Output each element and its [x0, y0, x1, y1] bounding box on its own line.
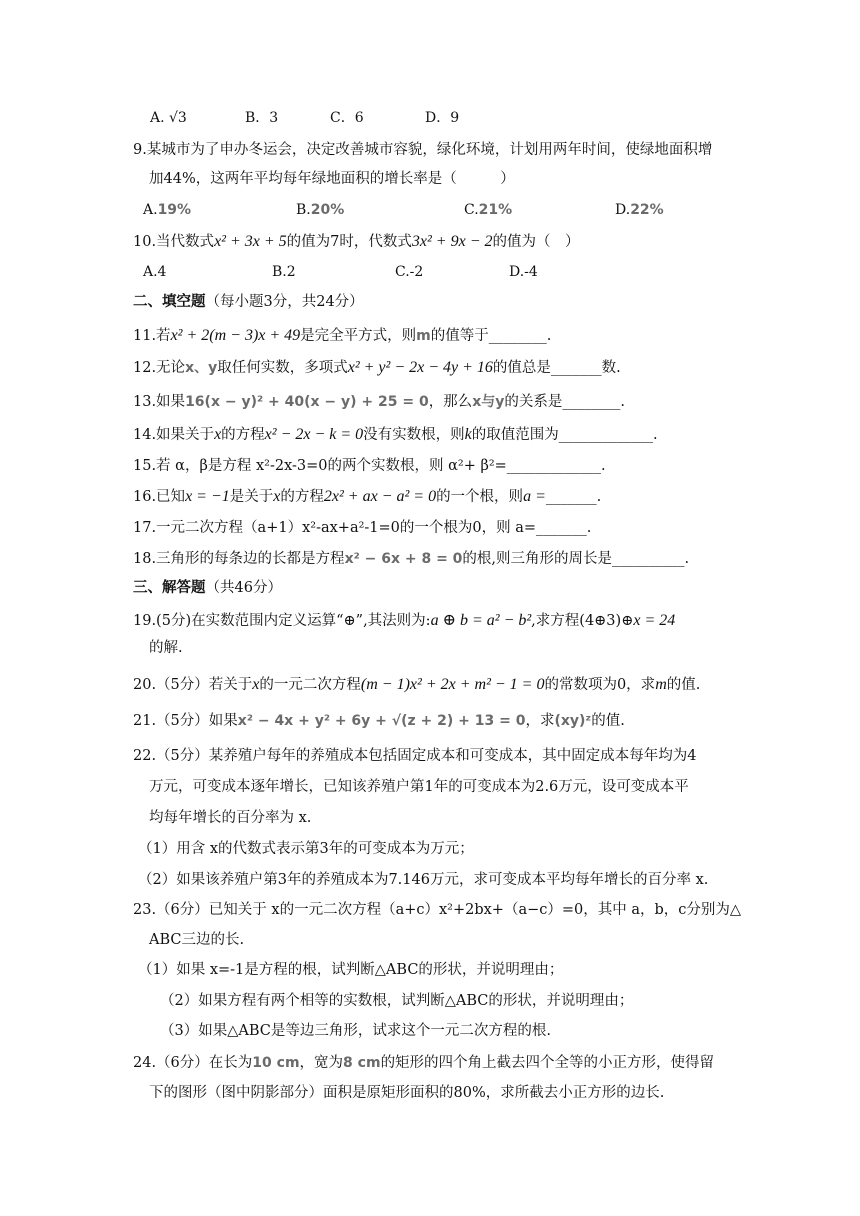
q24-line1: 24.（6分）在长为10 cm，宽为8 cm的矩形的四个角上截去四个全等的小正方形，使得留	[133, 1055, 715, 1071]
q10-option-a: A.4	[143, 264, 167, 280]
q8-option-b: B．3	[245, 110, 279, 126]
q12: 12.无论x、y取任何实数，多项式x² + y² − 2x − 4y + 16的值总是_______数.	[133, 359, 621, 376]
q10-line: 10.当代数式x² + 3x + 5的值为7时，代数式3x² + 9x − 2的值为（ ）	[133, 233, 580, 250]
q8-option-c: C．6	[330, 110, 364, 126]
q22-sub2: （2）如果该养殖户第3年的养殖成本为7.146万元，求可变成本平均每年增长的百分率 x.	[138, 872, 709, 888]
q21: 21.（5分）如果x² − 4x + y² + 6y + √(z + 2) + 13 = 0，求(xy)ᶻ的值.	[133, 713, 625, 729]
q20: 20.（5分）若关于x的一元二次方程(m − 1)x² + 2x + m² − 1 = 0的常数项为0，求m的值.	[133, 676, 701, 693]
q9-option-c: C.21%	[464, 202, 513, 218]
q11: 11.若x² + 2(m − 3)x + 49是完全平方式，则m的值等于________.	[133, 327, 552, 344]
q23-line1: 23.（6分）已知关于 x的一元二次方程（a+c）x²+2bx+（a−c）=0，其中 a，b，c分别为△	[133, 902, 742, 918]
q16: 16.已知x = −1是关于x的方程2x² + ax − a² = 0的一个根，则a =_______.	[133, 488, 602, 505]
q13: 13.如果16(x − y)² + 40(x − y) + 25 = 0，那么x与y的关系是________.	[133, 394, 625, 410]
q9-option-b: B.20%	[296, 202, 345, 218]
q15: 15.若 α，β是方程 x²-2x-3=0的两个实数根，则 α²+ β²=_____________.	[133, 458, 606, 474]
q9-line1: 9.某城市为了申办冬运会，决定改善城市容貌，绿化环境，计划用两年时间，使绿地面积增	[133, 142, 713, 158]
q23-line2: ABC三边的长.	[149, 932, 245, 948]
q22-line2: 万元，可变成本逐年增长，已知该养殖户第1年的可变成本为2.6万元，设可变成本平	[149, 779, 689, 795]
q9-option-d: D.22%	[615, 202, 664, 218]
q23-sub3: （3）如果△ABC是等边三角形，试求这个一元二次方程的根.	[160, 1023, 551, 1039]
q9-option-a: A.19%	[143, 202, 192, 218]
q8-option-d: D．9	[425, 110, 460, 126]
q24-line2: 下的图形（图中阴影部分）面积是原矩形面积的80%，求所截去小正方形的边长.	[149, 1085, 665, 1101]
q22-line3: 均每年增长的百分率为 x.	[149, 810, 312, 826]
q23-sub2: （2）如果方程有两个相等的实数根，试判断△ABC的形状，并说明理由；	[160, 993, 634, 1009]
q18: 18.三角形的每条边的长都是方程x² − 6x + 8 = 0的根,则三角形的周长是__________.	[133, 551, 690, 567]
q19-line2: 的解.	[149, 640, 183, 656]
section2-heading: 二、填空题（每小题3分，共24分）	[133, 293, 364, 310]
q17: 17.一元二次方程（a+1）x²-ax+a²-1=0的一个根为0，则 a=_______.	[133, 520, 592, 536]
section3-heading: 三、解答题（共46分）	[133, 579, 282, 596]
q19-line1: 19.(5分)在实数范围内定义运算“⊕”,其法则为:a ⊕ b = a² − b²,求方程(4⊕3)⊕x = 24	[133, 612, 676, 629]
q22-sub1: （1）用含 x的代数式表示第3年的可变成本为万元；	[138, 841, 474, 857]
q23-sub1: （1）如果 x=-1是方程的根，试判断△ABC的形状，并说明理由；	[138, 962, 564, 978]
q8-option-a: A. √3	[150, 110, 187, 126]
q10-option-d: D.-4	[509, 264, 538, 280]
q14: 14.如果关于x的方程x² − 2x − k = 0没有实数根，则k的取值范围为_____________.	[133, 426, 658, 443]
q22-line1: 22.（5分）某养殖户每年的养殖成本包括固定成本和可变成本，其中固定成本每年均为4	[133, 748, 697, 764]
q10-option-b: B.2	[272, 264, 296, 280]
q10-option-c: C.-2	[395, 264, 424, 280]
q9-line2: 加44%，这两年平均每年绿地面积的增长率是（ ）	[149, 171, 515, 187]
